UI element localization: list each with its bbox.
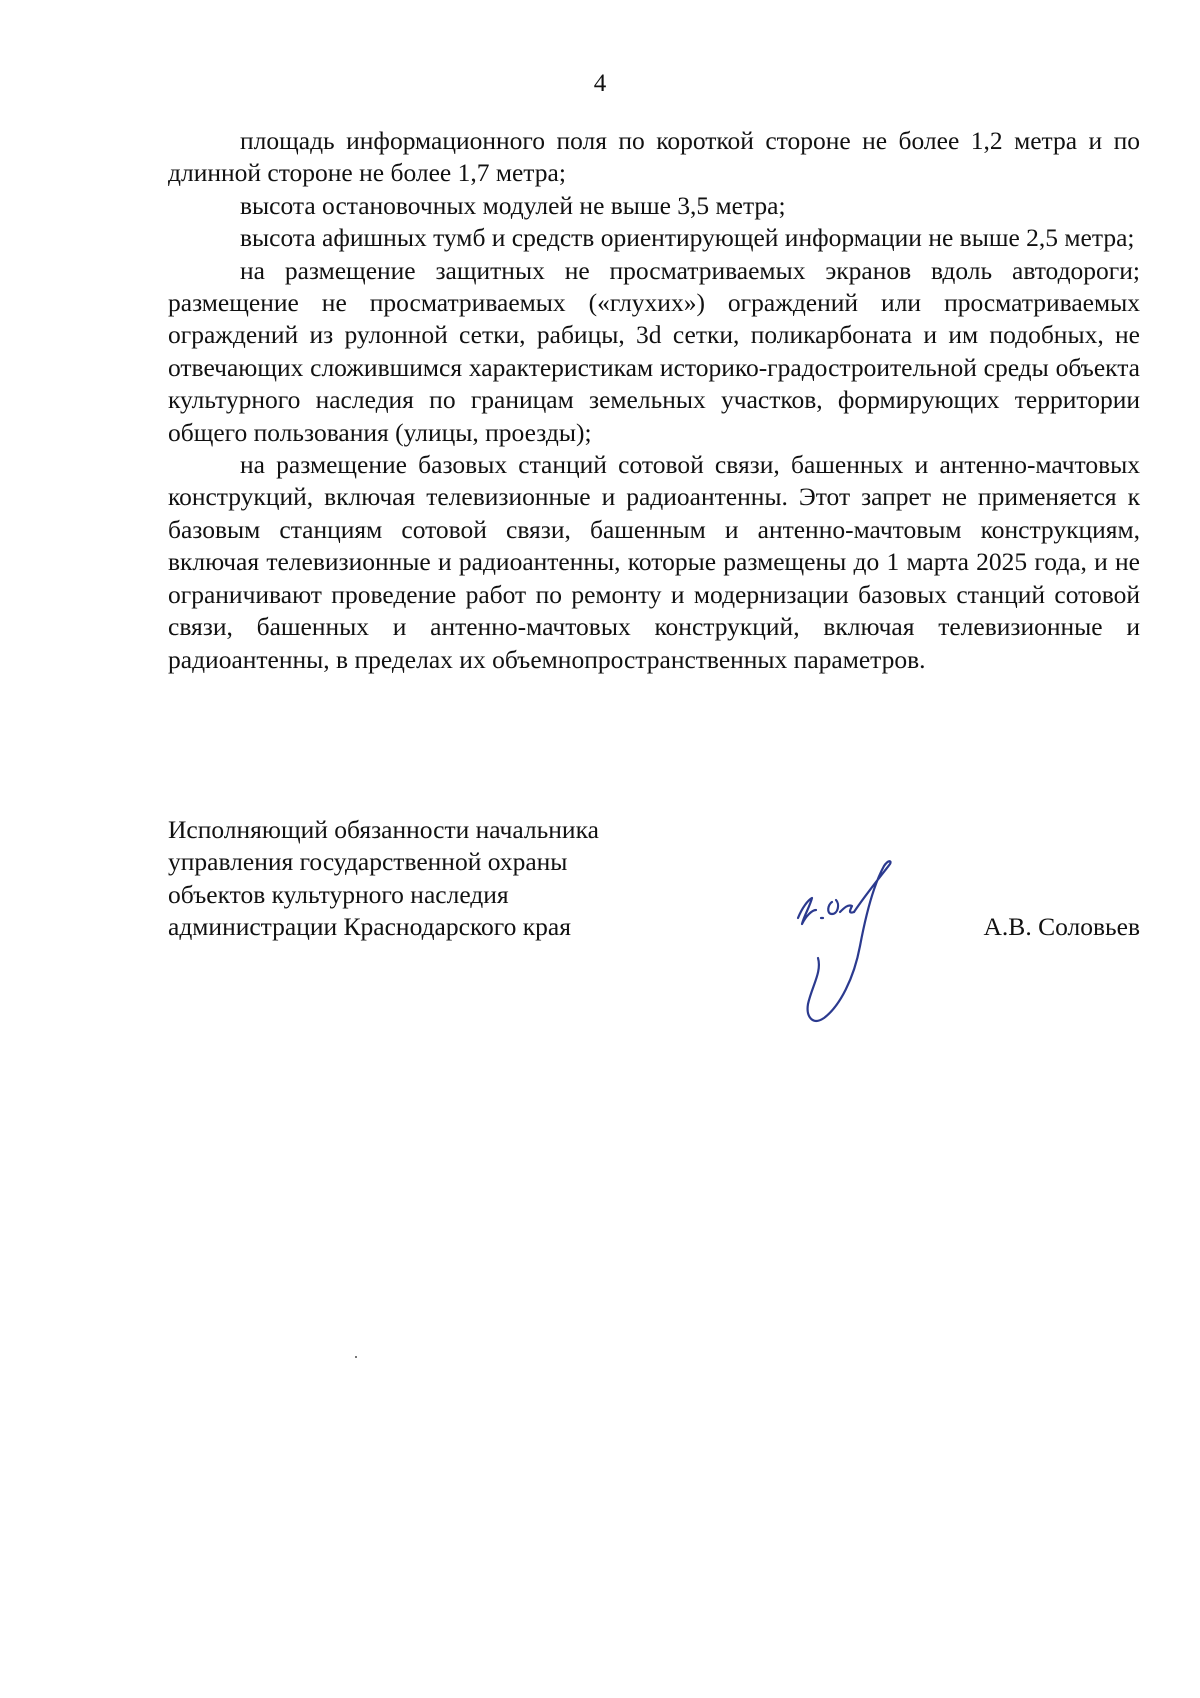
signatory-position-line: администрации Краснодарского края	[168, 912, 571, 942]
signatory-position-line: управления государственной охраны	[168, 847, 568, 877]
scan-artifact	[355, 1356, 357, 1358]
signature-block	[168, 814, 1140, 1034]
signatory-position	[168, 814, 688, 944]
signatory-position-line: Исполняющий обязанности начальника	[168, 815, 599, 844]
document-body	[168, 125, 1140, 676]
signatory-name: А.В. Соловьев	[983, 912, 1140, 941]
paragraph-cell-station-restriction: на размещение базовых станций сотовой связи, башенных и антенно-мачтовых конструкций, включая телевизионные и радиоантенны. Этот запрет не применяется к базовым станциям сотовой связи, башенным и антенно-мачтовым конструкциям, включая телевизионные и радиоантенны, которые размещены до 1 марта 2025 года, и не ограничивают проведение работ по ремонту и модернизации базовых станций сотовой связи, башенных и антенно-мачтовых конструкций, включая телевизионные и радиоантенны, в пределах их объемнопространственных параметров.	[168, 450, 1140, 674]
paragraph-fence-restriction: на размещение защитных не просматриваемых экранов вдоль автодороги; размещение не просматриваемых («глухих») ограждений или просматриваемых ограждений из рулонной сетки, рабицы, 3d сетки, поликарбоната и им подобных, не отвечающих сложившимся характеристикам историко-градостроительной среды объекта культурного наследия по границам земельных участков, формирующих территории общего пользования (улицы, проезды);	[168, 255, 1140, 447]
signatory-position-line: объектов культурного наследия	[168, 879, 509, 909]
paragraph-poster-stand-height: высота афишных тумб и средств ориентирующей информации не выше 2,5 метра;	[240, 223, 1135, 253]
paragraph-info-field-size: площадь информационного поля по короткой стороне не более 1,2 метра и по длинной стороне не более 1,7 метра;	[168, 126, 1140, 188]
paragraph-stop-module-height: высота остановочных модулей не выше 3,5 метра;	[240, 190, 786, 220]
handwritten-signature-icon	[788, 854, 918, 1044]
page-number: 4	[593, 70, 607, 97]
